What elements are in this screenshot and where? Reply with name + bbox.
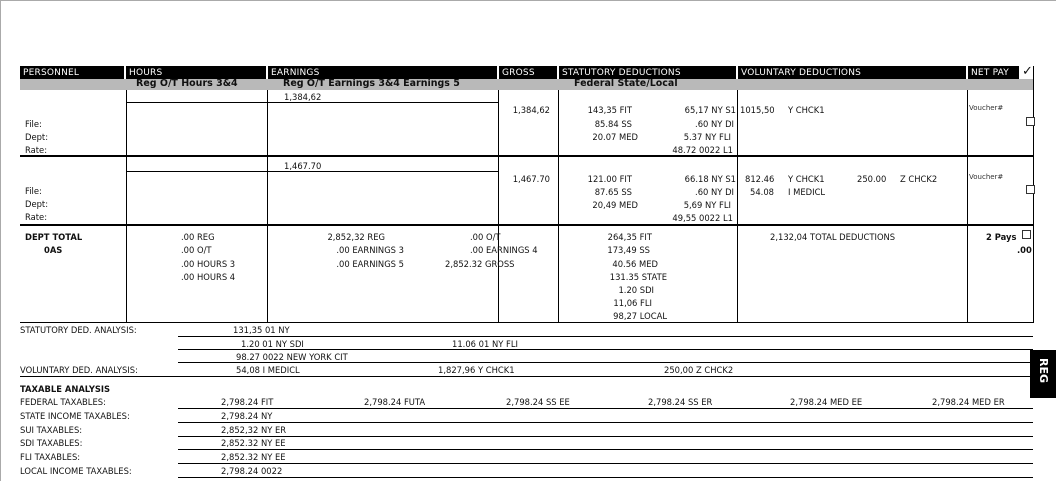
taxable-value-sui: 2,852,32 NY ER <box>221 425 287 435</box>
taxable-line-0 <box>178 408 1033 409</box>
emp2-vol3-code: I MEDICL <box>788 187 826 197</box>
header-earnings: EARNINGS <box>268 66 497 79</box>
reg-side-tab-label: REG <box>1037 358 1050 384</box>
dept-earn-ot: .00 O/T <box>470 232 501 242</box>
dept-pays: 2 Pays <box>986 232 1017 242</box>
emp2-vol1-amount: 812.46 <box>745 174 775 184</box>
dept-bottom-line <box>20 322 1033 323</box>
header-statutory: STATUTORY DEDUCTIONS <box>559 66 736 79</box>
dept-gross: 2,852.32 GROSS <box>445 259 515 269</box>
stat-line-3 <box>178 362 1033 363</box>
emp1-fed-ss: 85.84 SS <box>594 119 632 129</box>
header-voluntary: VOLUNTARY DEDUCTIONS <box>738 66 966 79</box>
col-line-netpay <box>967 90 968 323</box>
header-personnel: PERSONNEL <box>20 66 124 79</box>
stat-analysis-r3: 98.27 0022 NEW YORK CIT <box>236 352 348 362</box>
emp1-gross: 1,384,62 <box>512 105 550 115</box>
emp1-fed-med: 20.07 MED <box>592 132 638 142</box>
stat-analysis-r2: 1.20 01 NY SDI <box>241 339 304 349</box>
emp1-file-label: File: <box>25 119 42 129</box>
netpay-check-icon: ✓ <box>1022 64 1033 79</box>
col-line-gross <box>498 90 499 323</box>
emp1-rate-label: Rate: <box>25 145 48 155</box>
taxable-label-local: LOCAL INCOME TAXABLES: <box>20 466 132 476</box>
dept-earn-4: .00 EARNINGS 4 <box>470 245 538 255</box>
stat-analysis-label: STATUTORY DED. ANALYSIS: <box>20 325 137 335</box>
dept-total-deductions: 2,132,04 TOTAL DEDUCTIONS <box>770 232 896 242</box>
taxable-value-state: 2,798.24 NY <box>221 411 273 421</box>
statutory-subheader: Federal State/Local <box>574 78 678 89</box>
emp1-vol-code: Y CHCK1 <box>788 105 825 115</box>
top-border <box>0 0 1056 1</box>
dept-pays-checkbox[interactable] <box>1022 230 1031 239</box>
emp2-earn-top: 1,467.70 <box>284 161 322 171</box>
emp-separator-2 <box>20 224 1033 226</box>
dept-stat-state: 131.35 STATE <box>609 272 667 282</box>
dept-stat-local: 98,27 LOCAL <box>613 311 667 321</box>
dept-hours-3: .00 HOURS 3 <box>181 259 236 269</box>
emp2-vol2-code: Z CHCK2 <box>900 174 938 184</box>
emp2-vol3-amount: 54.08 <box>750 187 774 197</box>
taxable-line-2 <box>178 436 1033 437</box>
emp1-state-1: .60 NY DI <box>695 119 734 129</box>
vol-analysis-a: 54,08 I MEDICL <box>236 365 300 375</box>
col-line-statutory <box>558 90 559 323</box>
header-netpay: NET PAY <box>968 66 1019 79</box>
earnings-subheader: Reg O/T Earnings 3&4 Earnings 5 <box>283 78 460 89</box>
dept-net: .00 <box>1017 245 1032 255</box>
emp2-fed-ss: 87.65 SS <box>594 187 632 197</box>
emp1-state-2: 5.37 NY FLI <box>683 132 731 142</box>
dept-earn-5: .00 EARNINGS 5 <box>336 259 404 269</box>
vol-line <box>20 376 1033 377</box>
taxable-value-sdi: 2,852.32 NY EE <box>221 438 286 448</box>
reg-side-tab[interactable] <box>1030 350 1056 398</box>
taxable-label-sui: SUI TAXABLES: <box>20 425 83 435</box>
dept-stat-sdi: 1.20 SDI <box>618 285 654 295</box>
taxable-title: TAXABLE ANALYSIS <box>20 384 111 394</box>
taxable-line-4 <box>178 463 1033 464</box>
emp2-state-2: 5,69 NY FLI <box>683 200 731 210</box>
emp1-state-0: 65,17 NY S1 <box>684 105 736 115</box>
dept-hours-ot: .00 O/T <box>181 245 212 255</box>
header-gross: GROSS <box>499 66 557 79</box>
vol-analysis-label: VOLUNTARY DED. ANALYSIS: <box>20 365 138 375</box>
emp1-earn-top: 1,384,62 <box>284 92 322 102</box>
stat-analysis-r2b: 11.06 01 NY FLI <box>452 339 518 349</box>
emp2-divider <box>126 171 498 172</box>
dept-stat-fli: 11,06 FLI <box>613 298 652 308</box>
taxable-value-fli: 2,852.32 NY EE <box>221 452 286 462</box>
taxable-ss-ee: 2,798.24 SS EE <box>506 397 570 407</box>
dept-stat-fit: 264,35 FIT <box>607 232 652 242</box>
emp1-fed-fit: 143,35 FIT <box>587 105 632 115</box>
taxable-ss-er: 2,798.24 SS ER <box>648 397 713 407</box>
dept-total-title: DEPT TOTAL <box>25 232 83 242</box>
dept-stat-med: 40.56 MED <box>612 259 658 269</box>
emp2-dept-label: Dept: <box>25 199 49 209</box>
emp2-fed-med: 20,49 MED <box>592 200 638 210</box>
taxable-value-federal: 2,798.24 FIT <box>221 397 274 407</box>
emp2-state-1: .60 NY DI <box>695 187 734 197</box>
taxable-label-federal: FEDERAL TAXABLES: <box>20 397 106 407</box>
emp2-rate-label: Rate: <box>25 212 48 222</box>
col-line-earnings <box>267 90 268 323</box>
col-line-hours <box>126 90 127 323</box>
dept-stat-ss: 173,49 SS <box>607 245 650 255</box>
emp2-vol1-code: Y CHCK1 <box>788 174 825 184</box>
dept-hours-reg: .00 REG <box>181 232 215 242</box>
taxable-line-3 <box>178 449 1033 450</box>
left-border <box>0 0 1 481</box>
emp2-checkbox[interactable] <box>1026 185 1035 194</box>
stat-analysis-r1: 131,35 01 NY <box>233 325 290 335</box>
dept-earn-reg: 2,852,32 REG <box>327 232 385 242</box>
taxable-futa: 2,798.24 FUTA <box>364 397 426 407</box>
emp1-divider <box>126 102 498 103</box>
emp1-vol-amount: 1015,50 <box>740 105 775 115</box>
taxable-med-ee: 2,798.24 MED EE <box>790 397 863 407</box>
stat-line-2 <box>178 349 1033 350</box>
dept-code: 0AS <box>44 245 63 255</box>
col-line-voluntary <box>737 90 738 323</box>
emp1-checkbox[interactable] <box>1026 117 1035 126</box>
header-hours: HOURS <box>126 66 266 79</box>
emp2-state-0: 66.18 NY S1 <box>684 174 736 184</box>
taxable-label-fli: FLI TAXABLES: <box>20 452 81 462</box>
emp2-vol2-amount: 250.00 <box>857 174 887 184</box>
emp2-gross: 1,467.70 <box>512 174 550 184</box>
taxable-med-er: 2,798.24 MED ER <box>932 397 1005 407</box>
emp1-voucher-label: Voucher# <box>969 104 1004 111</box>
emp2-file-label: File: <box>25 186 42 196</box>
stat-line-1 <box>178 336 1033 337</box>
col-line-right <box>1033 66 1034 323</box>
emp2-fed-fit: 121.00 FIT <box>587 174 632 184</box>
hours-subheader: Reg O/T Hours 3&4 <box>136 78 238 89</box>
taxable-value-local: 2,798.24 0022 <box>221 466 283 476</box>
emp2-state-3: 49,55 0022 L1 <box>672 213 733 223</box>
dept-hours-4: .00 HOURS 4 <box>181 272 236 282</box>
emp-separator-1 <box>20 155 1033 157</box>
emp1-dept-label: Dept: <box>25 132 49 142</box>
taxable-line-1 <box>178 422 1033 423</box>
vol-analysis-b: 1,827,96 Y CHCK1 <box>438 365 515 375</box>
dept-earn-3: .00 EARNINGS 3 <box>336 245 404 255</box>
emp2-voucher-label: Voucher# <box>969 173 1004 180</box>
emp1-state-3: 48.72 0022 L1 <box>672 145 733 155</box>
taxable-label-state: STATE INCOME TAXABLES: <box>20 411 130 421</box>
taxable-label-sdi: SDI TAXABLES: <box>20 438 83 448</box>
vol-analysis-c: 250,00 Z CHCK2 <box>664 365 734 375</box>
taxable-line-5 <box>178 477 1033 478</box>
